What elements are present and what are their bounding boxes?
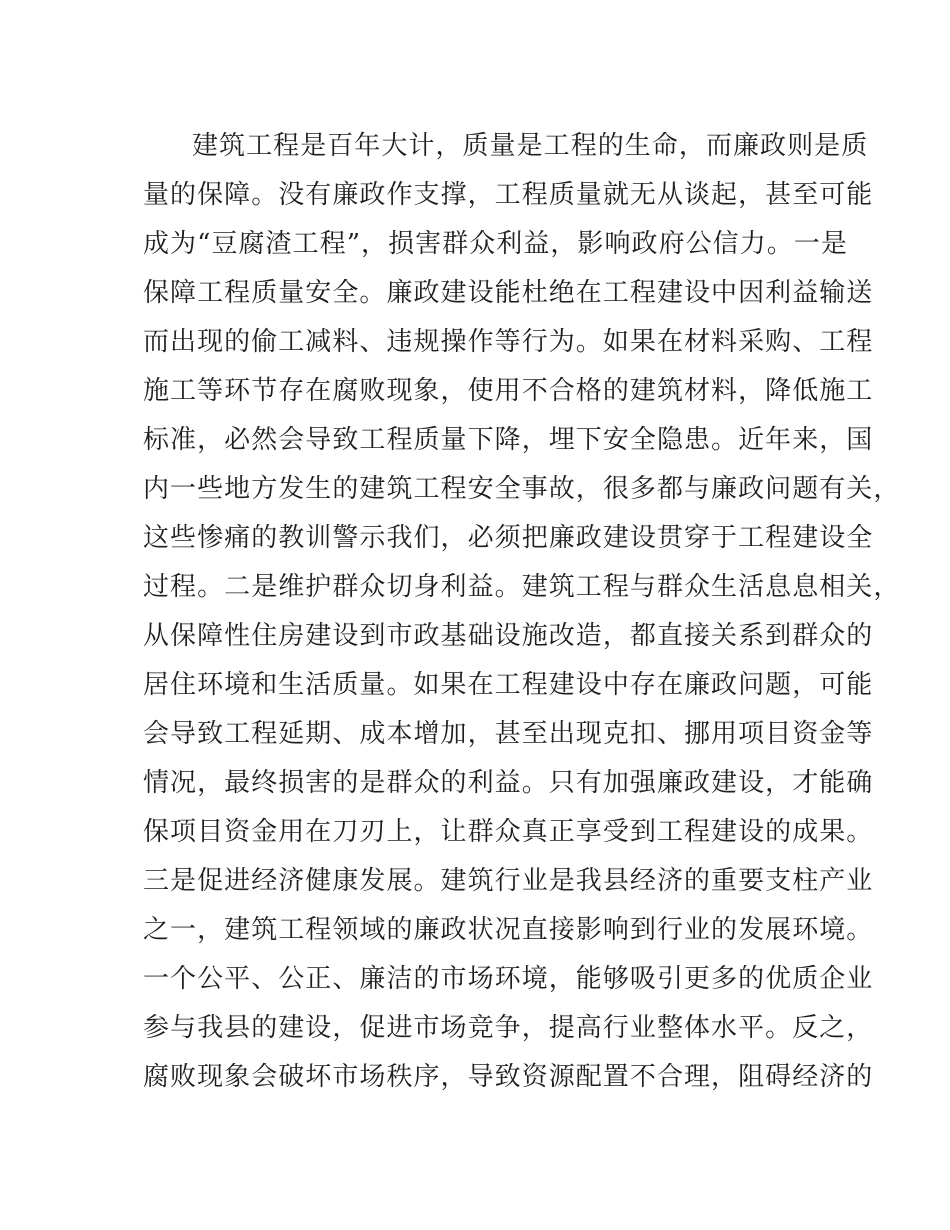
text-line: 过程。二是维护群众切身利益。建筑工程与群众生活息息相关， bbox=[143, 572, 901, 602]
text-line: 标准，必然会导致工程质量下降，埋下安全隐患。近年来，国 bbox=[143, 425, 874, 455]
text-line: 成为“豆腐渣工程”，损害群众利益，影响政府公信力。一是 bbox=[143, 229, 848, 259]
text-line: 三是促进经济健康发展。建筑行业是我县经济的重要支柱产业 bbox=[143, 866, 874, 896]
text-line: 这些惨痛的教训警示我们，必须把廉政建设贯穿于工程建设全 bbox=[143, 523, 874, 553]
text-line: 建筑工程是百年大计，质量是工程的生命，而廉政则是质 bbox=[192, 131, 869, 161]
text-line: 之一，建筑工程领域的廉政状况直接影响到行业的发展环境。 bbox=[143, 915, 874, 945]
text-line: 而出现的偷工减料、违规操作等行为。如果在材料采购、工程 bbox=[143, 327, 874, 357]
text-line: 施工等环节存在腐败现象，使用不合格的建筑材料，降低施工 bbox=[143, 376, 874, 406]
text-line: 参与我县的建设，促进市场竞争，提高行业整体水平。反之， bbox=[143, 1013, 874, 1043]
text-line: 保项目资金用在刀刃上，让群众真正享受到工程建设的成果。 bbox=[143, 817, 874, 847]
text-line: 内一些地方发生的建筑工程安全事故，很多都与廉政问题有关， bbox=[143, 474, 901, 504]
text-line: 量的保障。没有廉政作支撑，工程质量就无从谈起，甚至可能 bbox=[143, 180, 874, 210]
text-line: 情况，最终损害的是群众的利益。只有加强廉政建设，才能确 bbox=[143, 768, 874, 798]
body-text bbox=[143, 122, 901, 1102]
text-line: 居住环境和生活质量。如果在工程建设中存在廉政问题，可能 bbox=[143, 670, 874, 700]
text-line: 腐败现象会破坏市场秩序，导致资源配置不合理，阻碍经济的 bbox=[143, 1062, 874, 1092]
text-line: 从保障性住房建设到市政基础设施改造，都直接关系到群众的 bbox=[143, 621, 874, 651]
text-line: 一个公平、公正、廉洁的市场环境，能够吸引更多的优质企业 bbox=[143, 964, 874, 994]
text-line: 会导致工程延期、成本增加，甚至出现克扣、挪用项目资金等 bbox=[143, 719, 874, 749]
text-line: 保障工程质量安全。廉政建设能杜绝在工程建设中因利益输送 bbox=[143, 278, 874, 308]
